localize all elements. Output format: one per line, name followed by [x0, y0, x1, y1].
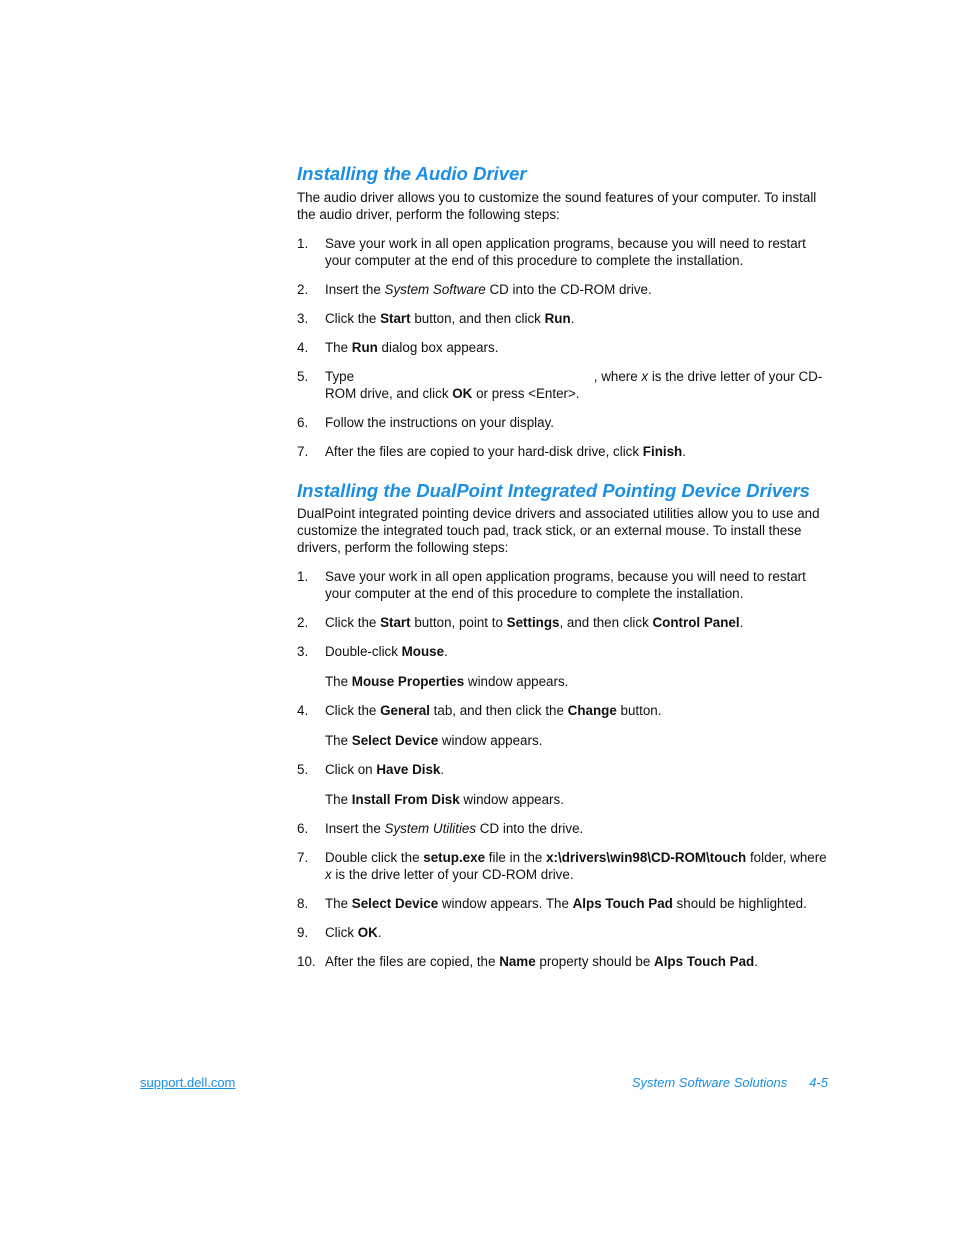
bold-term: Run: [351, 340, 378, 355]
step-number: 6.: [297, 821, 309, 836]
bold-term: Change: [567, 703, 617, 718]
step-result-text: The Mouse Properties window appears.: [325, 674, 569, 689]
list-item: [297, 924, 832, 941]
bold-term: Alps Touch Pad: [572, 896, 673, 911]
list-item: [297, 568, 832, 602]
step-text: The Select Device window appears. The Alps Touch Pad should be highlighted.: [325, 896, 807, 911]
step-text: Follow the instructions on your display.: [325, 415, 554, 430]
step-result-text: The Select Device window appears.: [325, 733, 543, 748]
step-text: Click OK.: [325, 925, 382, 940]
italic-term: x: [641, 369, 649, 384]
step-number: 10.: [297, 954, 316, 969]
step-text: Double-click Mouse.: [325, 644, 448, 659]
bold-term: OK: [357, 925, 378, 940]
page-footer: [632, 1074, 828, 1091]
support-link[interactable]: support.dell.com: [140, 1075, 236, 1090]
page-body: [297, 163, 832, 970]
italic-term: System Utilities: [384, 821, 477, 836]
list-item: [297, 443, 832, 460]
step-text: Insert the System Software CD into the CD-ROM drive.: [325, 282, 652, 297]
list-item: [297, 339, 832, 356]
list-item: [297, 895, 832, 912]
bold-term: Alps Touch Pad: [654, 954, 755, 969]
bold-term: Settings: [506, 615, 560, 630]
list-item: [297, 643, 832, 660]
italic-term: System Software: [384, 282, 486, 297]
bold-term: Name: [499, 954, 536, 969]
step-text: After the files are copied, the Name property should be Alps Touch Pad.: [325, 954, 758, 969]
bold-term: Select Device: [351, 733, 439, 748]
step-number: 3.: [297, 644, 309, 659]
step-number: 6.: [297, 415, 309, 430]
step-number: 3.: [297, 311, 309, 326]
bold-term: x:\drivers\win98\CD-ROM\touch: [546, 850, 747, 865]
step-number: 4.: [297, 703, 309, 718]
step-text: Type , where x is the drive letter of your CD-ROM drive, and click OK or press <Enter>.: [325, 369, 823, 401]
step-text: Click on Have Disk.: [325, 762, 445, 777]
bold-term: Mouse Properties: [351, 674, 465, 689]
step-text: Save your work in all open application programs, because you will need to restart your computer at the end of this procedure to complete the installation.: [325, 236, 806, 268]
bold-term: Have Disk: [376, 762, 441, 777]
step-number: 5.: [297, 762, 309, 777]
list-item: [297, 368, 832, 402]
list-item: [297, 761, 832, 778]
step-text: The Run dialog box appears.: [325, 340, 499, 355]
list-item: [297, 414, 832, 431]
bold-term: General: [380, 703, 430, 718]
list-item: [297, 953, 832, 970]
bold-term: Finish: [642, 444, 683, 459]
page-number: 4-5: [809, 1075, 828, 1090]
step-text: Click the Start button, point to Settings, and then click Control Panel.: [325, 615, 744, 630]
section-title-dualpoint: Installing the DualPoint Integrated Pointing Device Drivers: [297, 480, 810, 501]
step-number: 2.: [297, 615, 309, 630]
dualpoint-steps: [297, 568, 832, 970]
bold-term: setup.exe: [423, 850, 486, 865]
step-number: 5.: [297, 369, 309, 384]
bold-term: Mouse: [401, 644, 445, 659]
audio-section: [297, 163, 832, 460]
step-text: Click the Start button, and then click Run.: [325, 311, 575, 326]
list-item: [297, 849, 832, 883]
step-number: 8.: [297, 896, 309, 911]
step-text: Save your work in all open application programs, because you will need to restart your computer at the end of this procedure to complete the installation.: [325, 569, 806, 601]
step-text: Insert the System Utilities CD into the drive.: [325, 821, 584, 836]
step-number: 7.: [297, 850, 309, 865]
step-number: 9.: [297, 925, 309, 940]
step-text: Double click the setup.exe file in the x:\drivers\win98\CD-ROM\touch folder, where x is the drive letter of your CD-ROM drive.: [325, 850, 827, 882]
bold-term: Start: [380, 615, 411, 630]
step-number: 4.: [297, 340, 309, 355]
chapter-title: System Software Solutions: [631, 1075, 788, 1090]
list-item: [297, 310, 832, 327]
list-item: [297, 235, 832, 269]
italic-term: x: [325, 867, 332, 882]
step-number: 2.: [297, 282, 309, 297]
list-item: [297, 281, 832, 298]
step-result-text: The Install From Disk window appears.: [325, 792, 564, 807]
bold-term: OK: [452, 386, 473, 401]
audio-intro: The audio driver allows you to customize the sound features of your computer. To install the audio driver, perform the following steps:: [297, 190, 817, 222]
bold-term: Run: [544, 311, 571, 326]
list-item: [297, 614, 832, 631]
step-text: Click the General tab, and then click the Change button.: [325, 703, 662, 718]
audio-steps: [297, 235, 832, 460]
step-number: 7.: [297, 444, 309, 459]
step-number: 1.: [297, 569, 309, 584]
step-text: After the files are copied to your hard-disk drive, click Finish.: [325, 444, 686, 459]
dualpoint-section: [297, 480, 832, 970]
step-number: 1.: [297, 236, 309, 251]
section-title-audio: Installing the Audio Driver: [297, 163, 527, 184]
bold-term: Install From Disk: [351, 792, 460, 807]
list-item: [297, 820, 832, 837]
bold-term: Control Panel: [652, 615, 740, 630]
bold-term: Start: [380, 311, 411, 326]
bold-term: Select Device: [351, 896, 439, 911]
list-item: [297, 702, 832, 719]
dualpoint-intro: DualPoint integrated pointing device drivers and associated utilities allow you to use and customize the integrated touch pad, track stick, or an external mouse. To install these drivers, perform the following steps:: [297, 506, 820, 555]
